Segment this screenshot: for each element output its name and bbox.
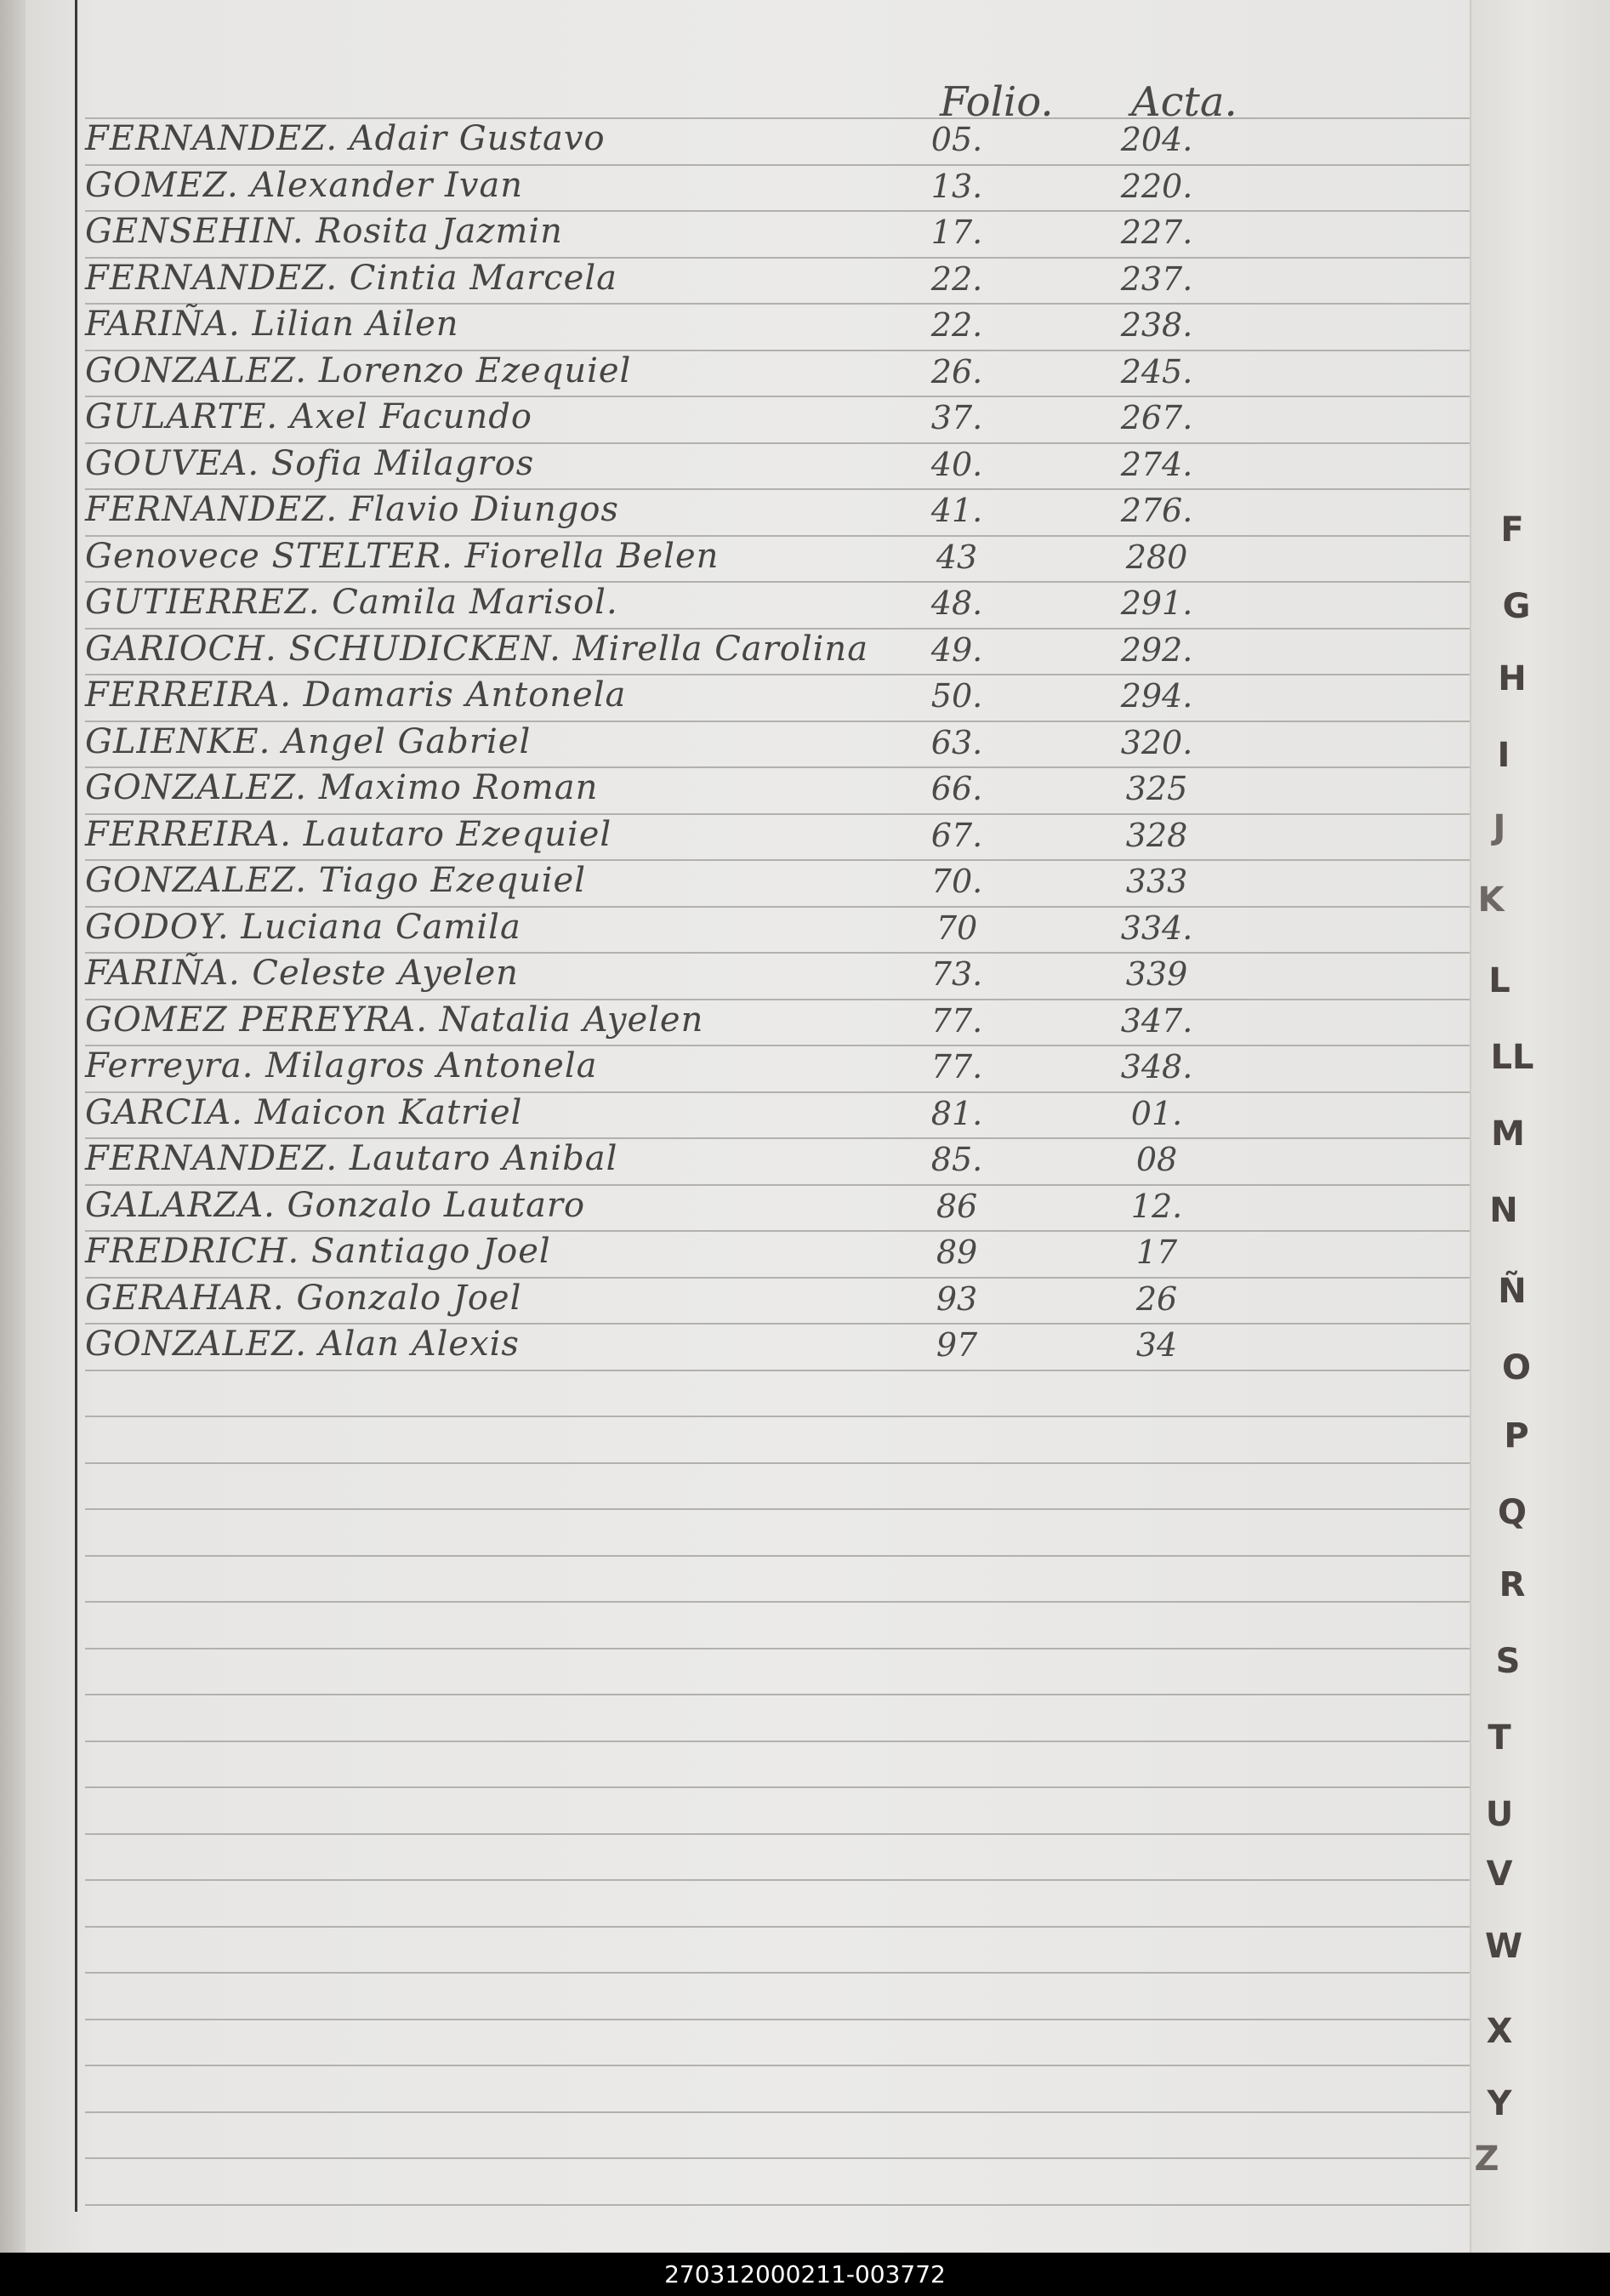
register-entry: [85, 439, 1301, 487]
entry-folio: 89: [936, 1233, 978, 1271]
register-entry: [85, 161, 1301, 208]
entry-name: FREDRICH. Santiago Joel: [85, 1232, 551, 1271]
entry-acta: 12.: [1130, 1188, 1183, 1225]
entry-name: GLIENKE. Angel Gabriel: [85, 722, 532, 761]
entry-name: FERREIRA. Damaris Antonela: [85, 675, 627, 715]
index-letter-tab: I: [1497, 736, 1510, 775]
register-entry: [85, 995, 1301, 1043]
index-letter-tab: V: [1486, 1854, 1513, 1894]
margin-line: [75, 0, 77, 2212]
binding-edge: [0, 0, 26, 2253]
entry-acta: 237.: [1120, 260, 1193, 298]
register-entry: [85, 1319, 1301, 1367]
index-letter-tab: W: [1484, 1927, 1523, 1966]
entry-acta: 328: [1125, 817, 1188, 854]
index-letter-tab: Y: [1487, 2084, 1512, 2123]
folio-column-header: Folio.: [940, 78, 1054, 126]
register-entry: [85, 485, 1301, 533]
entry-folio: 73.: [930, 955, 983, 993]
register-entry: [85, 532, 1301, 579]
register-entry: [85, 1041, 1301, 1089]
entry-name: GONZALEZ. Lorenzo Ezequiel: [85, 351, 632, 390]
entry-folio: 43: [936, 538, 978, 576]
ruled-line: [85, 1462, 1470, 1464]
entry-acta: 274.: [1120, 446, 1193, 483]
entry-acta: 238.: [1120, 306, 1193, 344]
entry-folio: 22.: [930, 306, 983, 344]
entry-acta: 276.: [1120, 492, 1193, 529]
entry-folio: 81.: [930, 1095, 983, 1132]
register-entry: [85, 1088, 1301, 1136]
index-letter-tab: R: [1499, 1565, 1526, 1604]
ruled-line: [85, 2157, 1470, 2159]
index-letter-tab: U: [1485, 1795, 1514, 1834]
index-letter-tab: H: [1498, 659, 1527, 698]
ruled-line: [85, 1370, 1470, 1371]
entry-acta: 348.: [1120, 1048, 1193, 1085]
entry-folio: 22.: [930, 260, 983, 298]
entry-acta: 294.: [1120, 677, 1193, 715]
entry-folio: 86: [936, 1188, 978, 1225]
ruled-line: [85, 1786, 1470, 1788]
entry-name: GONZALEZ. Maximo Roman: [85, 768, 599, 807]
entry-name: FERNANDEZ. Adair Gustavo: [85, 119, 606, 158]
entry-name: GULARTE. Axel Facundo: [85, 397, 532, 436]
entry-acta: 17: [1135, 1233, 1178, 1271]
register-entry: [85, 856, 1301, 903]
ruled-line: [85, 2111, 1470, 2113]
index-tab-divider: [1470, 0, 1471, 2253]
entry-folio: 97: [936, 1326, 978, 1364]
entry-acta: 227.: [1120, 214, 1193, 251]
entry-acta: 08: [1135, 1141, 1178, 1178]
ruled-line: [85, 1972, 1470, 1974]
entry-folio: 93: [936, 1280, 978, 1318]
document-id: 270312000211-003772: [664, 2260, 946, 2288]
entry-name: GODOY. Luciana Camila: [85, 908, 521, 947]
register-entry: [85, 949, 1301, 996]
entry-name: GARIOCH. SCHUDICKEN. Mirella Carolina: [85, 630, 869, 669]
index-letter-tab: F: [1500, 510, 1524, 550]
entry-name: GONZALEZ. Alan Alexis: [85, 1325, 520, 1364]
entry-name: GOMEZ PEREYRA. Natalia Ayelen: [85, 1000, 704, 1040]
entry-acta: 333: [1125, 863, 1188, 900]
entry-name: GERAHAR. Gonzalo Joel: [85, 1279, 522, 1318]
index-letter-tab: N: [1489, 1191, 1518, 1230]
entry-folio: 26.: [930, 353, 983, 390]
acta-column-header: Acta.: [1131, 78, 1237, 126]
entry-acta: 220.: [1120, 168, 1193, 205]
entry-acta: 204.: [1120, 121, 1193, 158]
entry-acta: 34: [1135, 1326, 1178, 1364]
entry-folio: 05.: [930, 121, 983, 158]
entry-name: FERNANDEZ. Lautaro Anibal: [85, 1139, 618, 1178]
register-entry: [85, 1134, 1301, 1182]
index-letter-tab: T: [1488, 1718, 1511, 1758]
ruled-line: [85, 1416, 1470, 1417]
entry-acta: 291.: [1120, 584, 1193, 622]
register-entry: [85, 1273, 1301, 1321]
register-entry: [85, 392, 1301, 440]
entry-name: GONZALEZ. Tiago Ezequiel: [85, 861, 586, 900]
entry-folio: 13.: [930, 168, 983, 205]
entry-acta: 334.: [1120, 909, 1193, 947]
register-entry: [85, 670, 1301, 718]
entry-name: GOUVEA. Sofia Milagros: [85, 444, 535, 483]
ruled-line: [85, 1601, 1470, 1603]
index-letter-tab: S: [1495, 1642, 1521, 1681]
index-letter-tab: X: [1486, 2012, 1513, 2051]
entry-folio: 49.: [930, 631, 983, 669]
entry-folio: 48.: [930, 584, 983, 622]
entry-name: GALARZA. Gonzalo Lautaro: [85, 1186, 586, 1225]
register-entry: [85, 207, 1301, 254]
entry-folio: 77.: [930, 1002, 983, 1040]
entry-folio: 67.: [930, 817, 983, 854]
entry-name: GENSEHIN. Rosita Jazmin: [85, 212, 563, 251]
ruled-line: [85, 1508, 1470, 1510]
register-entry: [85, 254, 1301, 301]
entry-acta: 292.: [1120, 631, 1193, 669]
entry-name: Genovece STELTER. Fiorella Belen: [85, 537, 720, 576]
register-entry: [85, 299, 1301, 347]
entry-name: GOMEZ. Alexander Ivan: [85, 166, 524, 205]
entry-acta: 325: [1125, 770, 1188, 807]
entry-name: FARIÑA. Celeste Ayelen: [85, 954, 519, 993]
entry-acta: 26: [1135, 1280, 1178, 1318]
index-letter-tab: Ñ: [1498, 1272, 1527, 1311]
index-letter-tab: M: [1491, 1114, 1525, 1154]
entry-folio: 17.: [930, 214, 983, 251]
register-entry: [85, 717, 1301, 765]
ruled-line: [85, 1833, 1470, 1835]
ruled-line: [85, 1741, 1470, 1742]
entry-folio: 37.: [930, 399, 983, 436]
ruled-line: [85, 1879, 1470, 1881]
entry-name: FARIÑA. Lilian Ailen: [85, 305, 459, 344]
entry-name: FERREIRA. Lautaro Ezequiel: [85, 815, 612, 854]
entry-acta: 267.: [1120, 399, 1193, 436]
entry-folio: 70.: [930, 863, 983, 900]
register-entry: [85, 578, 1301, 625]
register-entry: [85, 1181, 1301, 1228]
index-letter-tab: L: [1488, 961, 1510, 1000]
ruled-line: [85, 2019, 1470, 2020]
entry-name: GUTIERREZ. Camila Marisol.: [85, 583, 618, 622]
register-entry: [85, 903, 1301, 950]
entry-folio: 63.: [930, 724, 983, 761]
entry-acta: 320.: [1120, 724, 1193, 761]
ruled-line: [85, 1926, 1470, 1928]
ruled-line: [85, 1648, 1470, 1649]
entry-name: FERNANDEZ. Flavio Diungos: [85, 490, 619, 529]
index-letter-tab: Q: [1497, 1493, 1527, 1532]
entry-folio: 85.: [930, 1141, 983, 1178]
entry-folio: 50.: [930, 677, 983, 715]
register-entry: [85, 346, 1301, 394]
ruled-line: [85, 1694, 1470, 1695]
entry-acta: 280: [1125, 538, 1188, 576]
entry-folio: 66.: [930, 770, 983, 807]
register-entry: [85, 624, 1301, 672]
register-entry: [85, 1227, 1301, 1274]
entry-folio: 70: [936, 909, 978, 947]
register-entry: [85, 810, 1301, 857]
entry-name: Ferreyra. Milagros Antonela: [85, 1046, 598, 1085]
entry-acta: 245.: [1120, 353, 1193, 390]
index-letter-tab: LL: [1490, 1038, 1534, 1077]
register-entry: [85, 763, 1301, 811]
ruled-line: [85, 1555, 1470, 1557]
index-letter-tab: Z: [1474, 2139, 1499, 2179]
entry-name: FERNANDEZ. Cintia Marcela: [85, 259, 617, 298]
entry-acta: 01.: [1130, 1095, 1183, 1132]
register-entry: [85, 114, 1301, 162]
ruled-line: [85, 2065, 1470, 2066]
index-letter-tab: G: [1502, 587, 1531, 626]
entry-folio: 41.: [930, 492, 983, 529]
ruled-line: [85, 2204, 1470, 2206]
index-letter-tab: J: [1493, 808, 1506, 847]
entry-acta: 347.: [1120, 1002, 1193, 1040]
entry-folio: 77.: [930, 1048, 983, 1085]
index-letter-tab: O: [1501, 1348, 1531, 1387]
entry-folio: 40.: [930, 446, 983, 483]
index-letter-tab: K: [1477, 880, 1505, 920]
entry-name: GARCIA. Maicon Katriel: [85, 1093, 523, 1132]
index-letter-tab: P: [1504, 1416, 1529, 1456]
entry-acta: 339: [1125, 955, 1188, 993]
